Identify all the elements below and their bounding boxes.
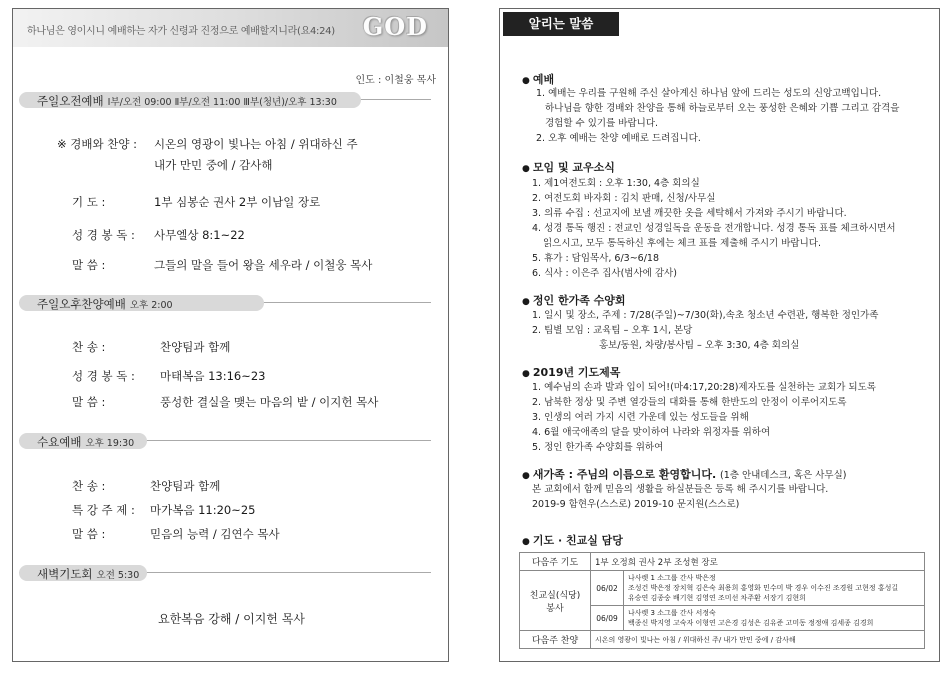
lecture-label: 특 강 주 제 : — [72, 503, 135, 517]
duty-table — [519, 552, 925, 649]
reading-label: 성 경 봉 독 : — [72, 369, 135, 383]
meetings-item: 5. 휴가 : 담임목사, 6/3~6/18 — [532, 253, 660, 264]
meetings-item: 3. 의류 수집 : 선교지에 보낼 깨끗한 옷을 세탁해서 가져와 주시기 바랍니다. — [532, 208, 847, 219]
retreat-title: 정인 한가족 수양회 — [532, 294, 626, 307]
retreat-item: 2. 팀별 모임 : 교육팀 – 오후 1시, 본당 — [532, 325, 693, 336]
prayer-title: 2019년 기도제목 — [532, 366, 621, 379]
prayer-item: 2. 남북한 정상 및 주변 열강들의 대화를 통해 한반도의 안정이 이루어지도록 — [532, 397, 847, 408]
dawn-content: 요한복음 강해 / 이지헌 목사 — [158, 612, 305, 626]
worship-title: 예배 — [532, 73, 555, 86]
retreat-section-title — [522, 292, 626, 308]
worship-leader: 인도 : 이철웅 목사 — [355, 75, 436, 86]
service-times: 오후 2:00 — [129, 300, 173, 311]
service-times: 오후 19:30 — [85, 438, 135, 449]
meetings-item: 1. 제1여전도회 : 오후 1:30, 4층 회의실 — [532, 178, 700, 189]
service-name: 수요예배 — [37, 435, 82, 449]
retreat-item: 홍보/동원, 차량/봉사팀 – 오후 3:30, 4층 회의실 — [599, 340, 800, 351]
prayer-label: 기 도 : — [72, 195, 106, 209]
worship-item: 1. 예배는 우리를 구원해 주신 살아계신 하나님 앞에 드리는 성도의 신앙고백입니다. — [536, 88, 882, 99]
table-row — [520, 631, 925, 649]
praise-label: ※ 경배와 찬양 : — [57, 137, 138, 151]
prayer-item: 1. 예수님의 손과 발과 입이 되어!(마4:17,20:28)제자도를 실천하는 교회가 되도록 — [532, 382, 876, 393]
sermon-label: 말 씀 : — [72, 395, 106, 409]
next-prayer-value: 1부 오정희 권사 2부 조성현 장로 — [591, 553, 925, 571]
meetings-item: 6. 식사 : 이은주 집사(범사에 감사) — [532, 268, 677, 279]
service-times: 오전 5:30 — [96, 570, 140, 581]
hymn-value: 찬양팀과 함께 — [160, 340, 231, 354]
reading-value: 마태복음 13:16~23 — [160, 369, 266, 383]
order-of-worship-page — [12, 8, 449, 662]
duty-line: 유승연 김종숭 배기현 김영연 조미선 차주환 서장기 김현희 — [628, 594, 806, 602]
announcements-page — [499, 8, 940, 662]
sermon-label: 말 씀 : — [72, 527, 106, 541]
newfamily-section-title — [522, 466, 846, 482]
bullet-icon: ● — [522, 297, 530, 307]
duty-line: 나사렛 3 소그룹 간사 서정숙 — [628, 609, 716, 617]
next-prayer-label: 다음주 기도 — [520, 553, 591, 571]
duty-line: 조성건 박은정 장치혁 김은숙 최용희 홍영화 민수미 박 경우 이수진 조경원 고현정 홍성길 — [628, 584, 899, 592]
duty-section-title — [522, 532, 623, 548]
duty-date: 06/09 — [591, 606, 624, 631]
worship-item: 2. 오후 예배는 찬양 예배로 드려집니다. — [536, 133, 701, 144]
duty-names — [624, 606, 925, 631]
retreat-item: 1. 일시 및 장소, 주제 : 7/28(주일)~7/30(화),속초 청소년 수련관, 행복한 정인가족 — [532, 310, 879, 321]
next-praise-label: 다음주 찬양 — [520, 631, 591, 649]
newfamily-item: 본 교회에서 함께 믿음의 생활을 하실분들은 등록 해 주시기를 바랍니다. — [532, 484, 829, 495]
sermon-label: 말 씀 : — [72, 258, 106, 272]
prayer-item: 4. 6월 애국애족의 달을 맞이하여 나라와 위정자를 위하여 — [532, 427, 771, 438]
service-name: 새벽기도회 — [37, 567, 93, 581]
hymn-label: 찬 송 : — [72, 340, 106, 354]
newfamily-item: 2019-9 함현우(스스로) 2019-10 문지원(스스로) — [532, 499, 740, 510]
service-times: Ⅰ부/오전 09:00 Ⅱ부/오전 11:00 Ⅲ부(청년)/오후 13:30 — [107, 97, 337, 108]
sermon-value: 그들의 말을 들어 왕을 세우라 / 이철웅 목사 — [154, 258, 373, 272]
sermon-value: 풍성한 결실을 맺는 마음의 밭 / 이지헌 목사 — [160, 395, 379, 409]
sermon-value: 믿음의 능력 / 김연수 목사 — [150, 527, 280, 541]
hymn-label: 찬 송 : — [72, 479, 106, 493]
announcements-tab: 알리는 말씀 — [503, 12, 619, 36]
bullet-icon: ● — [522, 369, 530, 379]
bullet-icon: ● — [522, 537, 530, 547]
service-name: 주일오전예배 — [37, 94, 104, 108]
meetings-section-title — [522, 159, 615, 175]
hymn-value: 찬양팀과 함께 — [150, 479, 221, 493]
duty-line: 나사렛 1 소그룹 간사 박은정 — [628, 574, 716, 582]
meetings-title: 모임 및 교우소식 — [532, 161, 615, 174]
newfamily-title: 새가족 : 주님의 이름으로 환영합니다. — [532, 468, 717, 481]
reading-label: 성 경 봉 독 : — [72, 228, 135, 242]
next-praise-value: 시온의 영광이 빛나는 아침 / 위대하신 주/ 내가 만민 중에 / 감사해 — [591, 631, 925, 649]
table-row — [520, 553, 925, 571]
banner-verse: 하나님은 영이시니 예배하는 자가 신령과 진정으로 예배할지니라(요4:24) — [27, 26, 335, 37]
prayer-item: 5. 정인 한가족 수양회를 위하여 — [532, 442, 664, 453]
praise-value-2: 내가 만민 중에 / 감사해 — [154, 158, 273, 172]
table-row — [520, 571, 925, 606]
prayer-item: 3. 인생의 여러 가지 시련 가운데 있는 성도들을 위해 — [532, 412, 749, 423]
prayer-section-title — [522, 364, 620, 380]
prayer-value: 1부 심봉순 권사 2부 이남일 장로 — [154, 195, 321, 209]
duty-date: 06/02 — [591, 571, 624, 606]
worship-item: 하나님을 향한 경배와 찬양을 통해 하늘로부터 오는 풍성한 은혜와 기쁨 그리고 감격을 — [545, 103, 900, 114]
praise-value-1: 시온의 영광이 빛나는 아침 / 위대하신 주 — [154, 137, 358, 151]
meetings-item: 4. 성경 통독 행진 : 전교인 성경일독을 운동을 전개합니다. 성경 통독 표를 체크하시면서 — [532, 223, 896, 234]
bullet-icon: ● — [522, 471, 530, 481]
newfamily-title-note: (1층 안내데스크, 혹은 사무실) — [720, 470, 847, 481]
duty-names — [624, 571, 925, 606]
lecture-value: 마가복음 11:20~25 — [150, 503, 256, 517]
bullet-icon: ● — [522, 76, 530, 86]
god-logo: GOD — [362, 12, 428, 41]
worship-item: 경험할 수 있기를 바랍니다. — [545, 118, 659, 129]
meetings-item: 읽으시고, 모두 통독하신 후에는 체크 표를 제출해 주시기 바랍니다. — [543, 238, 821, 249]
meetings-item: 2. 여전도회 바자회 : 김치 판매, 신청/사무실 — [532, 193, 716, 204]
duty-line: 백종신 박지영 고숙자 이형연 고은경 김성은 김유준 고미동 정정애 김세종 김경희 — [628, 619, 874, 627]
fellowship-label: 친교실(식당) 봉사 — [520, 571, 591, 631]
service-name: 주일오후찬양예배 — [37, 297, 126, 311]
verse-banner — [13, 9, 448, 47]
reading-value: 사무엘상 8:1~22 — [154, 228, 245, 242]
bullet-icon: ● — [522, 164, 530, 174]
duty-title: 기도 · 친교실 담당 — [532, 534, 623, 547]
